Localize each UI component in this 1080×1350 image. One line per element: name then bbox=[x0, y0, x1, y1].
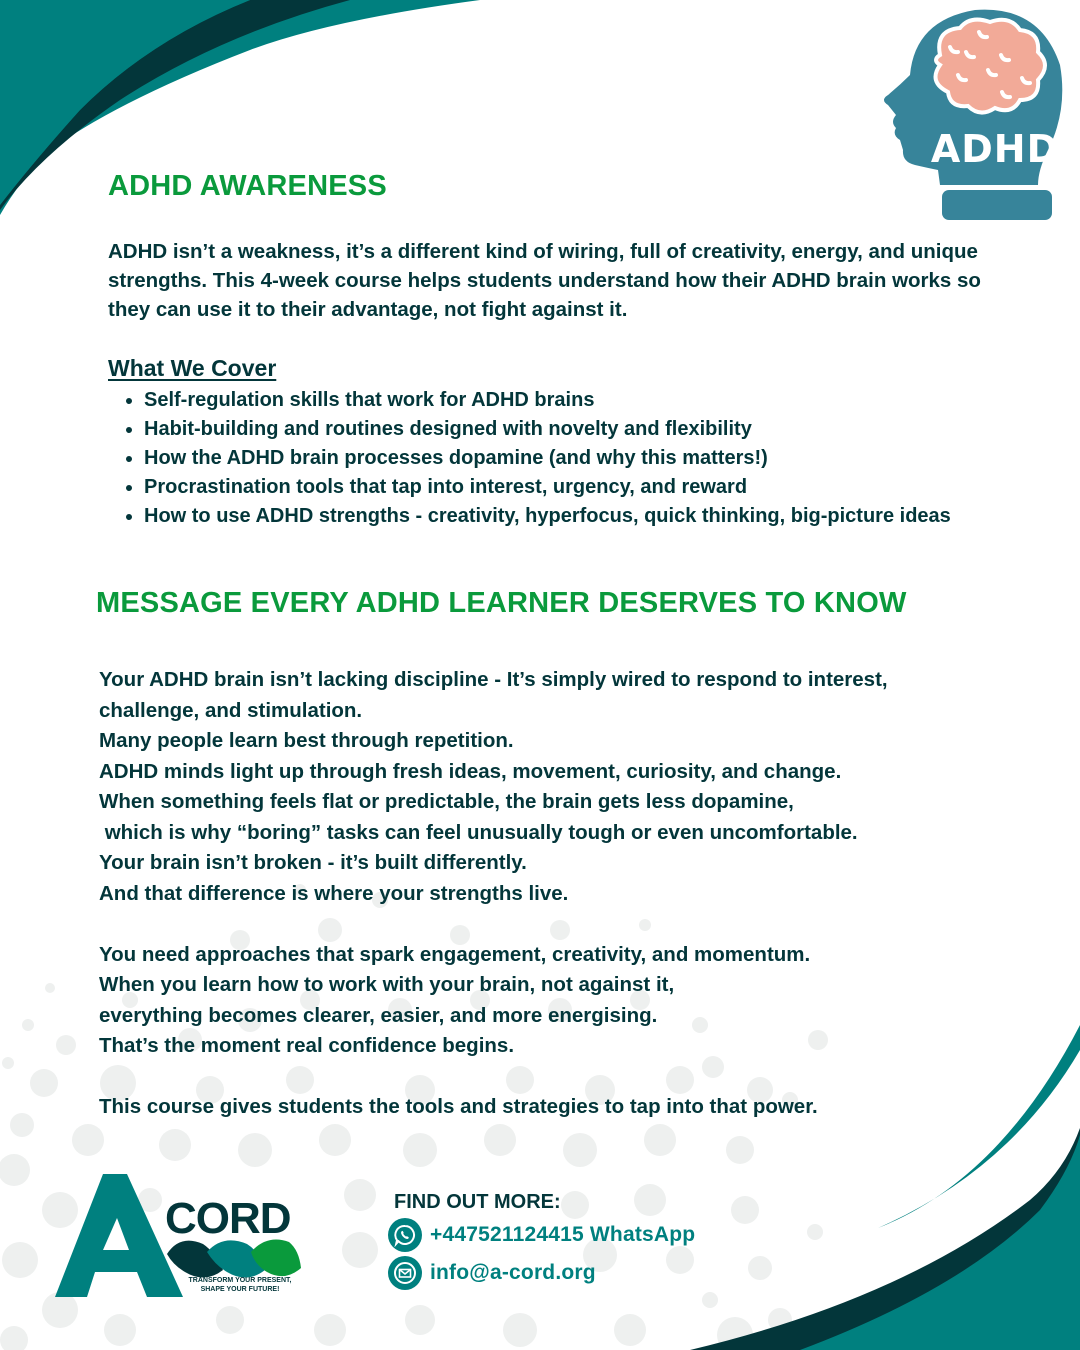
bullet-icon bbox=[126, 427, 132, 433]
message-line: When you learn how to work with your brain, not against it, bbox=[99, 973, 675, 996]
list-item: How to use ADHD strengths - creativity, hyperfocus, quick thinking, big-picture ideas bbox=[126, 502, 1066, 531]
email-address: info@a-cord.org bbox=[430, 1261, 596, 1284]
awareness-title: ADHD AWARENESS bbox=[108, 170, 387, 202]
message-line: everything becomes clearer, easier, and more energising. bbox=[99, 1003, 658, 1027]
a-cord-logo bbox=[55, 1172, 305, 1302]
contact-heading: FIND OUT MORE: bbox=[394, 1191, 561, 1213]
email-contact[interactable] bbox=[388, 1254, 748, 1292]
message-line: When something feels flat or predictable, the brain gets less dopamine, bbox=[99, 790, 794, 813]
what-we-cover-heading: What We Cover bbox=[108, 355, 277, 381]
message-line: which is why “boring” tasks can feel unusually tough or even uncomfortable. bbox=[99, 820, 858, 844]
whatsapp-number: +447521124415 WhatsApp bbox=[430, 1223, 696, 1246]
message-line: Your brain isn’t broken - it’s built differently. bbox=[99, 851, 527, 874]
bullet-icon bbox=[126, 398, 132, 404]
list-item: Self-regulation skills that work for ADHD brains bbox=[126, 386, 1066, 415]
message-body bbox=[99, 665, 1059, 1123]
paragraph-spacer bbox=[99, 909, 1059, 940]
intro-paragraph bbox=[108, 237, 1038, 324]
list-item: Habit-building and routines designed with novelty and flexibility bbox=[126, 415, 1066, 444]
list-item: Procrastination tools that tap into interest, urgency, and reward bbox=[126, 473, 1066, 502]
adhd-head-icon bbox=[870, 0, 1070, 225]
message-line: This course gives students the tools and strategies to tap into that power. bbox=[99, 1095, 818, 1118]
bullet-icon bbox=[126, 514, 132, 520]
bullet-icon bbox=[126, 485, 132, 491]
message-line: That’s the moment real confidence begins. bbox=[99, 1034, 515, 1057]
logo-tagline: TRANSFORM YOUR PRESENT, SHAPE YOUR FUTURE! bbox=[188, 1277, 292, 1293]
message-line: ADHD minds light up through fresh ideas, movement, curiosity, and change. bbox=[99, 759, 842, 783]
email-icon bbox=[388, 1256, 422, 1290]
whatsapp-icon bbox=[388, 1218, 422, 1252]
paragraph-spacer bbox=[99, 1062, 1059, 1093]
message-line: Your ADHD brain isn’t lacking discipline - It’s simply wired to respond to interest, bbox=[99, 668, 888, 691]
bullet-icon bbox=[126, 456, 132, 462]
list-item: How the ADHD brain processes dopamine (and why this matters!) bbox=[126, 444, 1066, 473]
logo-name: CORD bbox=[165, 1194, 291, 1243]
contact-section bbox=[388, 1188, 748, 1292]
cover-list bbox=[126, 386, 1066, 531]
intro-line: ADHD isn’t a weakness, it’s a different kind of wiring, full of creativity, energy, and unique bbox=[108, 240, 978, 263]
svg-text:ADHD: ADHD bbox=[930, 127, 1060, 171]
intro-line: strengths. This 4-week course helps students understand how their ADHD brain works so bbox=[108, 269, 981, 292]
message-title: MESSAGE EVERY ADHD LEARNER DESERVES TO KNOW bbox=[96, 587, 907, 619]
message-line: And that difference is where your strengths live. bbox=[99, 881, 569, 905]
message-line: Many people learn best through repetition. bbox=[99, 729, 514, 752]
logo-letter-a bbox=[55, 1174, 183, 1297]
intro-line: they can use it to their advantage, not fight against it. bbox=[108, 298, 628, 321]
whatsapp-contact[interactable] bbox=[388, 1216, 748, 1254]
message-line: challenge, and stimulation. bbox=[99, 698, 363, 722]
message-line: You need approaches that spark engagement, creativity, and momentum. bbox=[99, 942, 811, 966]
